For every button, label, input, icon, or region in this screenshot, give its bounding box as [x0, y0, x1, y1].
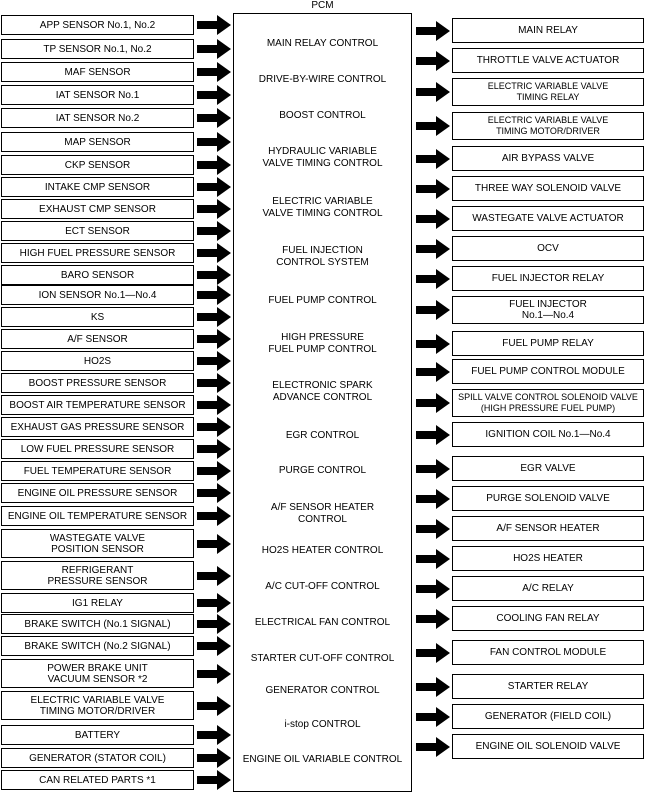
pcm-control-function: HYDRAULIC VARIABLE VALVE TIMING CONTROL: [262, 146, 383, 169]
output-actuator-box: WASTEGATE VALVE ACTUATOR: [452, 206, 644, 231]
input-arrow-icon: [197, 221, 231, 241]
output-arrow-icon: [416, 362, 450, 382]
output-arrow-icon: [416, 239, 450, 259]
input-arrow-icon: [197, 177, 231, 197]
input-arrow-icon: [197, 664, 231, 684]
output-arrow-icon: [416, 116, 450, 136]
output-actuator-box: THREE WAY SOLENOID VALVE: [452, 176, 644, 201]
input-arrow-icon: [197, 534, 231, 554]
input-sensor-box: LOW FUEL PRESSURE SENSOR: [1, 439, 194, 459]
input-sensor-box: ENGINE OIL PRESSURE SENSOR: [1, 483, 194, 503]
output-actuator-box: IGNITION COIL No.1—No.4: [452, 422, 644, 447]
input-sensor-box: REFRIGERANT PRESSURE SENSOR: [1, 561, 194, 590]
input-arrow-icon: [197, 461, 231, 481]
input-sensor-box: EXHAUST GAS PRESSURE SENSOR: [1, 417, 194, 437]
pcm-control-function: A/F SENSOR HEATER CONTROL: [270, 502, 375, 525]
output-arrow-icon: [416, 82, 450, 102]
output-actuator-box: ENGINE OIL SOLENOID VALVE: [452, 734, 644, 759]
output-arrow-icon: [416, 300, 450, 320]
output-actuator-box: A/F SENSOR HEATER: [452, 516, 644, 541]
input-arrow-icon: [197, 748, 231, 768]
pcm-control-function: DRIVE-BY-WIRE CONTROL: [258, 74, 387, 85]
pcm-control-function: ELECTRONIC SPARK ADVANCE CONTROL: [272, 380, 373, 403]
pcm-control-function: ELECTRIC VARIABLE VALVE TIMING CONTROL: [262, 196, 383, 219]
input-sensor-box: WASTEGATE VALVE POSITION SENSOR: [1, 529, 194, 558]
pcm-control-function: i-stop CONTROL: [284, 719, 361, 730]
pcm-control-function: EGR CONTROL: [285, 430, 360, 441]
output-arrow-icon: [416, 425, 450, 445]
pcm-control-function: GENERATOR CONTROL: [265, 685, 380, 696]
output-actuator-box: THROTTLE VALVE ACTUATOR: [452, 48, 644, 73]
input-arrow-icon: [197, 108, 231, 128]
output-actuator-box: ELECTRIC VARIABLE VALVE TIMING MOTOR/DRIVER: [452, 112, 644, 140]
output-actuator-box: A/C RELAY: [452, 576, 644, 601]
pcm-control-function: MAIN RELAY CONTROL: [266, 38, 379, 49]
input-sensor-box: HIGH FUEL PRESSURE SENSOR: [1, 243, 194, 263]
output-arrow-icon: [416, 393, 450, 413]
output-actuator-box: PURGE SOLENOID VALVE: [452, 486, 644, 511]
input-sensor-box: FUEL TEMPERATURE SENSOR: [1, 461, 194, 481]
input-sensor-box: BATTERY: [1, 725, 194, 745]
output-arrow-icon: [416, 609, 450, 629]
pcm-title: PCM: [311, 0, 334, 11]
output-arrow-icon: [416, 51, 450, 71]
output-actuator-box: GENERATOR (FIELD COIL): [452, 704, 644, 729]
input-sensor-box: HO2S: [1, 351, 194, 371]
input-sensor-box: ENGINE OIL TEMPERATURE SENSOR: [1, 506, 194, 526]
pcm-control-function: ELECTRICAL FAN CONTROL: [254, 617, 391, 628]
input-arrow-icon: [197, 132, 231, 152]
output-arrow-icon: [416, 269, 450, 289]
input-arrow-icon: [197, 243, 231, 263]
output-arrow-icon: [416, 489, 450, 509]
input-sensor-box: GENERATOR (STATOR COIL): [1, 748, 194, 768]
pcm-control-function: HIGH PRESSURE FUEL PUMP CONTROL: [268, 332, 377, 355]
input-sensor-box: CAN RELATED PARTS *1: [1, 770, 194, 790]
output-arrow-icon: [416, 737, 450, 757]
output-arrow-icon: [416, 643, 450, 663]
output-arrow-icon: [416, 519, 450, 539]
input-arrow-icon: [197, 566, 231, 586]
input-arrow-icon: [197, 265, 231, 285]
output-arrow-icon: [416, 334, 450, 354]
input-sensor-box: BRAKE SWITCH (No.1 SIGNAL): [1, 614, 194, 634]
input-sensor-box: POWER BRAKE UNIT VACUUM SENSOR *2: [1, 659, 194, 688]
input-arrow-icon: [197, 506, 231, 526]
input-sensor-box: BOOST PRESSURE SENSOR: [1, 373, 194, 393]
input-arrow-icon: [197, 285, 231, 305]
input-sensor-box: BARO SENSOR: [1, 265, 194, 285]
output-actuator-box: ELECTRIC VARIABLE VALVE TIMING RELAY: [452, 78, 644, 106]
output-arrow-icon: [416, 179, 450, 199]
input-sensor-box: EXHAUST CMP SENSOR: [1, 199, 194, 219]
input-sensor-box: MAF SENSOR: [1, 62, 194, 82]
input-arrow-icon: [197, 39, 231, 59]
output-actuator-box: HO2S HEATER: [452, 546, 644, 571]
input-arrow-icon: [197, 329, 231, 349]
output-actuator-box: FAN CONTROL MODULE: [452, 640, 644, 665]
output-arrow-icon: [416, 209, 450, 229]
input-arrow-icon: [197, 770, 231, 790]
pcm-control-function: HO2S HEATER CONTROL: [261, 545, 384, 556]
input-arrow-icon: [197, 373, 231, 393]
input-arrow-icon: [197, 593, 231, 613]
output-arrow-icon: [416, 21, 450, 41]
output-actuator-box: AIR BYPASS VALVE: [452, 146, 644, 171]
output-arrow-icon: [416, 707, 450, 727]
input-sensor-box: IAT SENSOR No.1: [1, 85, 194, 105]
pcm-control-function: FUEL INJECTION CONTROL SYSTEM: [276, 245, 369, 268]
input-arrow-icon: [197, 15, 231, 35]
input-sensor-box: MAP SENSOR: [1, 132, 194, 152]
output-arrow-icon: [416, 677, 450, 697]
input-arrow-icon: [197, 199, 231, 219]
input-sensor-box: A/F SENSOR: [1, 329, 194, 349]
input-sensor-box: APP SENSOR No.1, No.2: [1, 15, 194, 35]
pcm-control-function: STARTER CUT-OFF CONTROL: [250, 653, 395, 664]
input-arrow-icon: [197, 483, 231, 503]
input-arrow-icon: [197, 395, 231, 415]
input-arrow-icon: [197, 696, 231, 716]
output-arrow-icon: [416, 149, 450, 169]
input-arrow-icon: [197, 417, 231, 437]
input-arrow-icon: [197, 85, 231, 105]
output-actuator-box: FUEL PUMP RELAY: [452, 331, 644, 356]
input-sensor-box: ION SENSOR No.1—No.4: [1, 285, 194, 305]
pcm-control-function: PURGE CONTROL: [278, 465, 367, 476]
input-sensor-box: TP SENSOR No.1, No.2: [1, 39, 194, 59]
output-actuator-box: OCV: [452, 236, 644, 261]
output-arrow-icon: [416, 459, 450, 479]
output-actuator-box: FUEL PUMP CONTROL MODULE: [452, 359, 644, 384]
output-actuator-box: MAIN RELAY: [452, 18, 644, 43]
input-sensor-box: BOOST AIR TEMPERATURE SENSOR: [1, 395, 194, 415]
output-actuator-box: STARTER RELAY: [452, 674, 644, 699]
output-actuator-box: FUEL INJECTOR No.1—No.4: [452, 296, 644, 324]
pcm-control-function: ENGINE OIL VARIABLE CONTROL: [242, 754, 403, 765]
pcm-control-function: BOOST CONTROL: [279, 110, 366, 121]
input-sensor-box: KS: [1, 307, 194, 327]
input-sensor-box: INTAKE CMP SENSOR: [1, 177, 194, 197]
input-sensor-box: IAT SENSOR No.2: [1, 108, 194, 128]
input-arrow-icon: [197, 725, 231, 745]
output-actuator-box: EGR VALVE: [452, 456, 644, 481]
input-sensor-box: CKP SENSOR: [1, 155, 194, 175]
input-sensor-box: BRAKE SWITCH (No.2 SIGNAL): [1, 636, 194, 656]
output-actuator-box: SPILL VALVE CONTROL SOLENOID VALVE (HIGH PRESSURE FUEL PUMP): [452, 389, 644, 417]
input-arrow-icon: [197, 351, 231, 371]
input-arrow-icon: [197, 155, 231, 175]
pcm-control-function: FUEL PUMP CONTROL: [268, 295, 377, 306]
input-arrow-icon: [197, 62, 231, 82]
output-actuator-box: FUEL INJECTOR RELAY: [452, 266, 644, 291]
output-arrow-icon: [416, 549, 450, 569]
output-actuator-box: COOLING FAN RELAY: [452, 606, 644, 631]
input-arrow-icon: [197, 614, 231, 634]
input-sensor-box: ELECTRIC VARIABLE VALVE TIMING MOTOR/DRIVER: [1, 691, 194, 720]
input-arrow-icon: [197, 636, 231, 656]
input-arrow-icon: [197, 439, 231, 459]
input-sensor-box: ECT SENSOR: [1, 221, 194, 241]
input-arrow-icon: [197, 307, 231, 327]
pcm-control-function: A/C CUT-OFF CONTROL: [265, 581, 380, 592]
output-arrow-icon: [416, 579, 450, 599]
input-sensor-box: IG1 RELAY: [1, 593, 194, 613]
